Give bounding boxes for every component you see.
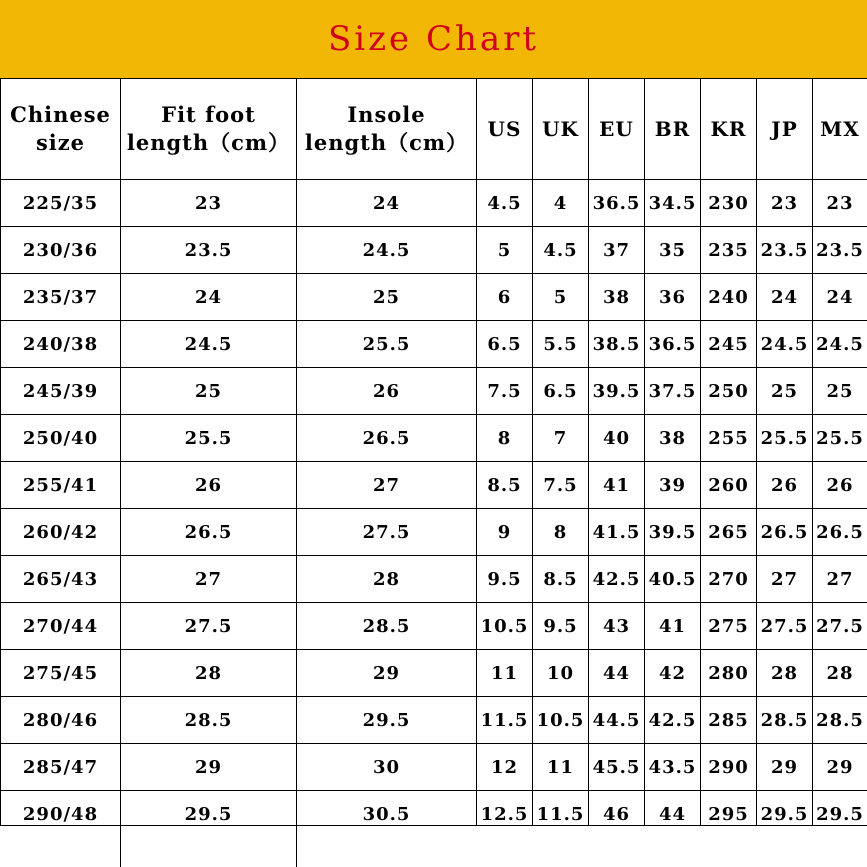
cell-uk: 11.5 — [533, 791, 589, 838]
cell-us: 8 — [477, 415, 533, 462]
cell-fit-foot-length: 27 — [121, 556, 297, 603]
cell-eu: 42.5 — [589, 556, 645, 603]
column-header-line1: Chinese — [10, 101, 111, 127]
cell-kr: 290 — [701, 744, 757, 791]
cell-eu: 41.5 — [589, 509, 645, 556]
column-header-mx: MX — [813, 79, 867, 180]
table-row — [1, 744, 867, 791]
cell-jp: 25.5 — [757, 415, 813, 462]
cell-fit-foot-length: 25 — [121, 368, 297, 415]
table-row — [1, 368, 867, 415]
cell-uk: 8.5 — [533, 556, 589, 603]
cell-br: 40.5 — [645, 556, 701, 603]
cell-eu: 45.5 — [589, 744, 645, 791]
cell-jp: 26.5 — [757, 509, 813, 556]
cell-eu: 43 — [589, 603, 645, 650]
column-header-fit-foot-length — [121, 79, 297, 180]
cell-fit-foot-length: 23 — [121, 180, 297, 227]
cell-chinese-size: 245/39 — [1, 368, 121, 415]
cell-jp: 27.5 — [757, 603, 813, 650]
cell-br: 37.5 — [645, 368, 701, 415]
cell-uk: 7.5 — [533, 462, 589, 509]
cell-mx: 26 — [813, 462, 867, 509]
cell-kr: 230 — [701, 180, 757, 227]
cell-mx: 28.5 — [813, 697, 867, 744]
column-header-eu: EU — [589, 79, 645, 180]
cell-uk: 5 — [533, 274, 589, 321]
cell-mx: 23.5 — [813, 227, 867, 274]
column-header-uk: UK — [533, 79, 589, 180]
cell-br: 38 — [645, 415, 701, 462]
cell-eu: 38.5 — [589, 321, 645, 368]
cell-mx: 24 — [813, 274, 867, 321]
cell-eu: 40 — [589, 415, 645, 462]
table-row — [1, 274, 867, 321]
table-row — [1, 321, 867, 368]
cell-insole-length: 27.5 — [297, 509, 477, 556]
cell-chinese-size: 285/47 — [1, 744, 121, 791]
cell-chinese-size: 240/38 — [1, 321, 121, 368]
column-header-insole-length — [297, 79, 477, 180]
cell-chinese-size: 230/36 — [1, 227, 121, 274]
cell-kr: 245 — [701, 321, 757, 368]
cell-uk: 7 — [533, 415, 589, 462]
table-header — [1, 79, 867, 180]
cell-eu: 41 — [589, 462, 645, 509]
cell-uk: 8 — [533, 509, 589, 556]
cell-insole-length: 29.5 — [297, 697, 477, 744]
cell-fit-foot-length: 24.5 — [121, 321, 297, 368]
cell-eu: 38 — [589, 274, 645, 321]
cell-us: 6.5 — [477, 321, 533, 368]
cell-fit-foot-length: 23.5 — [121, 227, 297, 274]
cell-mx: 27 — [813, 556, 867, 603]
cell-jp: 28.5 — [757, 697, 813, 744]
cell-eu: 39.5 — [589, 368, 645, 415]
cell-uk: 4.5 — [533, 227, 589, 274]
cell-eu: 36.5 — [589, 180, 645, 227]
cell-fit-foot-length: 29 — [121, 744, 297, 791]
cell-kr: 275 — [701, 603, 757, 650]
cell-insole-length: 25 — [297, 274, 477, 321]
cell-chinese-size: 290/48 — [1, 791, 121, 838]
cell-br: 39.5 — [645, 509, 701, 556]
cell-fit-foot-length: 26.5 — [121, 509, 297, 556]
cell-uk: 10 — [533, 650, 589, 697]
column-header-br: BR — [645, 79, 701, 180]
cell-fit-foot-length: 28.5 — [121, 697, 297, 744]
cell-jp: 28 — [757, 650, 813, 697]
cell-insole-length: 26 — [297, 368, 477, 415]
footer-cell-left — [0, 826, 121, 867]
cell-jp: 25 — [757, 368, 813, 415]
table-row — [1, 603, 867, 650]
cell-chinese-size: 255/41 — [1, 462, 121, 509]
column-header-chinese-size — [1, 79, 121, 180]
table-row — [1, 697, 867, 744]
cell-mx: 25.5 — [813, 415, 867, 462]
cell-us: 4.5 — [477, 180, 533, 227]
table-header-row — [1, 79, 867, 180]
column-header-line2: length（cm） — [126, 130, 291, 155]
cell-kr: 295 — [701, 791, 757, 838]
cell-mx: 29.5 — [813, 791, 867, 838]
footer-strip — [0, 825, 867, 867]
cell-br: 36 — [645, 274, 701, 321]
cell-kr: 285 — [701, 697, 757, 744]
cell-us: 8.5 — [477, 462, 533, 509]
column-header-line1: Fit foot — [161, 101, 256, 127]
cell-insole-length: 28.5 — [297, 603, 477, 650]
cell-chinese-size: 280/46 — [1, 697, 121, 744]
cell-insole-length: 26.5 — [297, 415, 477, 462]
table-row — [1, 227, 867, 274]
cell-kr: 255 — [701, 415, 757, 462]
column-header-line2: length（cm） — [304, 130, 469, 155]
column-header-us: US — [477, 79, 533, 180]
cell-insole-length: 30 — [297, 744, 477, 791]
cell-mx: 24.5 — [813, 321, 867, 368]
footer-cell-middle — [120, 826, 297, 867]
cell-eu: 37 — [589, 227, 645, 274]
table-row — [1, 509, 867, 556]
cell-jp: 27 — [757, 556, 813, 603]
cell-kr: 250 — [701, 368, 757, 415]
cell-br: 34.5 — [645, 180, 701, 227]
cell-mx: 26.5 — [813, 509, 867, 556]
page-title: Size Chart — [327, 19, 540, 59]
cell-insole-length: 24 — [297, 180, 477, 227]
cell-us: 10.5 — [477, 603, 533, 650]
column-header-line1: Insole — [347, 101, 426, 127]
cell-br: 35 — [645, 227, 701, 274]
cell-uk: 5.5 — [533, 321, 589, 368]
cell-insole-length: 28 — [297, 556, 477, 603]
cell-jp: 29.5 — [757, 791, 813, 838]
cell-br: 42.5 — [645, 697, 701, 744]
cell-uk: 4 — [533, 180, 589, 227]
cell-fit-foot-length: 27.5 — [121, 603, 297, 650]
table-row — [1, 180, 867, 227]
cell-us: 5 — [477, 227, 533, 274]
cell-kr: 280 — [701, 650, 757, 697]
table-row — [1, 462, 867, 509]
size-chart-table — [0, 78, 867, 838]
cell-br: 39 — [645, 462, 701, 509]
cell-fit-foot-length: 28 — [121, 650, 297, 697]
cell-jp: 23 — [757, 180, 813, 227]
cell-fit-foot-length: 24 — [121, 274, 297, 321]
cell-us: 6 — [477, 274, 533, 321]
cell-insole-length: 30.5 — [297, 791, 477, 838]
cell-us: 9 — [477, 509, 533, 556]
title-bar — [0, 0, 867, 78]
cell-us: 12.5 — [477, 791, 533, 838]
cell-chinese-size: 250/40 — [1, 415, 121, 462]
cell-jp: 26 — [757, 462, 813, 509]
cell-us: 12 — [477, 744, 533, 791]
cell-uk: 9.5 — [533, 603, 589, 650]
cell-fit-foot-length: 25.5 — [121, 415, 297, 462]
cell-us: 11.5 — [477, 697, 533, 744]
cell-kr: 235 — [701, 227, 757, 274]
cell-mx: 23 — [813, 180, 867, 227]
cell-br: 41 — [645, 603, 701, 650]
cell-eu: 44.5 — [589, 697, 645, 744]
column-header-line2: size — [35, 130, 86, 155]
cell-kr: 270 — [701, 556, 757, 603]
cell-uk: 10.5 — [533, 697, 589, 744]
cell-chinese-size: 265/43 — [1, 556, 121, 603]
cell-chinese-size: 235/37 — [1, 274, 121, 321]
cell-br: 36.5 — [645, 321, 701, 368]
cell-mx: 25 — [813, 368, 867, 415]
cell-us: 9.5 — [477, 556, 533, 603]
cell-eu: 44 — [589, 650, 645, 697]
cell-insole-length: 25.5 — [297, 321, 477, 368]
cell-mx: 28 — [813, 650, 867, 697]
cell-jp: 29 — [757, 744, 813, 791]
cell-mx: 27.5 — [813, 603, 867, 650]
cell-insole-length: 27 — [297, 462, 477, 509]
table-row — [1, 650, 867, 697]
table-row — [1, 556, 867, 603]
table-body — [1, 180, 867, 838]
cell-chinese-size: 275/45 — [1, 650, 121, 697]
cell-mx: 29 — [813, 744, 867, 791]
cell-br: 42 — [645, 650, 701, 697]
cell-jp: 24 — [757, 274, 813, 321]
column-header-kr: KR — [701, 79, 757, 180]
cell-uk: 6.5 — [533, 368, 589, 415]
table-row — [1, 415, 867, 462]
cell-chinese-size: 225/35 — [1, 180, 121, 227]
cell-eu: 46 — [589, 791, 645, 838]
cell-uk: 11 — [533, 744, 589, 791]
cell-us: 11 — [477, 650, 533, 697]
cell-insole-length: 29 — [297, 650, 477, 697]
cell-chinese-size: 260/42 — [1, 509, 121, 556]
cell-jp: 24.5 — [757, 321, 813, 368]
cell-kr: 260 — [701, 462, 757, 509]
cell-br: 43.5 — [645, 744, 701, 791]
column-header-jp: JP — [757, 79, 813, 180]
cell-kr: 265 — [701, 509, 757, 556]
cell-kr: 240 — [701, 274, 757, 321]
cell-fit-foot-length: 29.5 — [121, 791, 297, 838]
cell-us: 7.5 — [477, 368, 533, 415]
cell-fit-foot-length: 26 — [121, 462, 297, 509]
cell-insole-length: 24.5 — [297, 227, 477, 274]
cell-jp: 23.5 — [757, 227, 813, 274]
cell-chinese-size: 270/44 — [1, 603, 121, 650]
cell-br: 44 — [645, 791, 701, 838]
